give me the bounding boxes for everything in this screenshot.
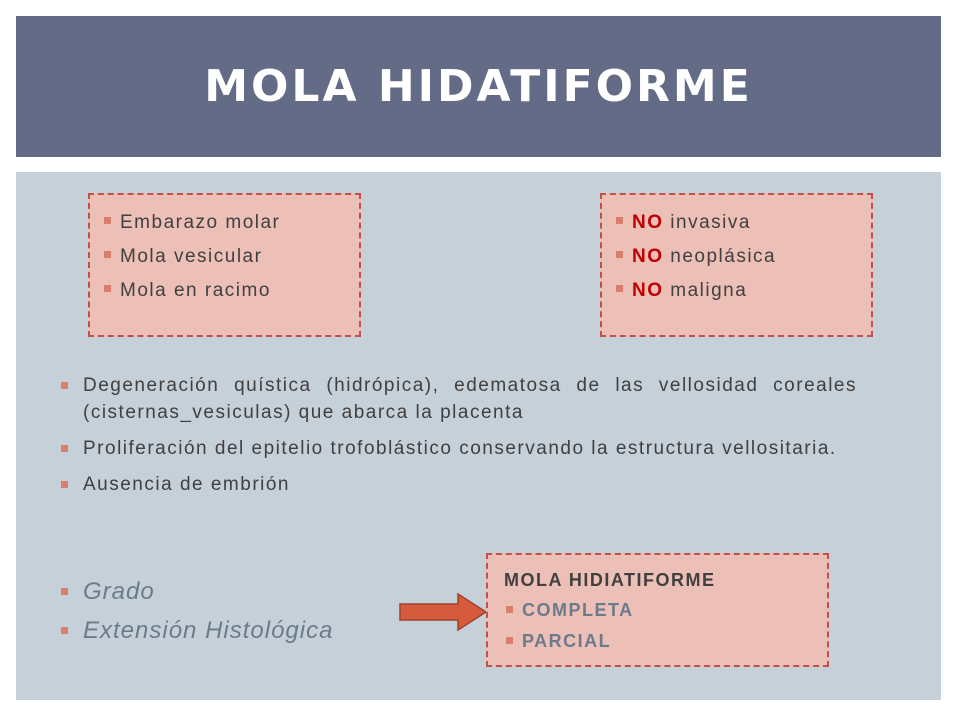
- square-bullet-icon: [104, 217, 111, 224]
- classification-item: Extensión Histológica: [57, 611, 333, 650]
- main-points-list: [57, 372, 857, 507]
- title-band: [16, 16, 941, 157]
- square-bullet-icon: [616, 285, 623, 292]
- nature-box: [600, 193, 873, 337]
- square-bullet-icon: [506, 637, 513, 644]
- square-bullet-icon: [61, 481, 68, 488]
- type-item: PARCIAL: [504, 626, 827, 657]
- nature-item: NO maligna: [602, 274, 871, 308]
- nature-item: NO neoplásica: [602, 240, 871, 274]
- type-item: COMPLETA: [504, 595, 827, 626]
- synonym-item: Mola vesicular: [90, 240, 359, 274]
- square-bullet-icon: [104, 251, 111, 258]
- slide-title: MOLA HIDATIFORME: [204, 61, 753, 112]
- no-label: NO: [632, 212, 664, 233]
- content-area: [16, 172, 941, 700]
- main-point: Degeneración quística (hidrópica), edematosa de las vellosidad coreales (cisternas_vesiculas) que abarca la placenta: [57, 372, 857, 426]
- synonym-item: Embarazo molar: [90, 206, 359, 240]
- square-bullet-icon: [104, 285, 111, 292]
- classification-list: [57, 572, 333, 650]
- types-heading: MOLA HIDIATIFORME: [504, 570, 716, 590]
- square-bullet-icon: [61, 445, 68, 452]
- main-point: Proliferación del epitelio trofoblástico conservando la estructura vellositaria.: [57, 435, 857, 462]
- square-bullet-icon: [506, 606, 513, 613]
- square-bullet-icon: [616, 251, 623, 258]
- no-label: NO: [632, 280, 664, 301]
- synonym-item: Mola en racimo: [90, 274, 359, 308]
- square-bullet-icon: [616, 217, 623, 224]
- synonyms-box: [88, 193, 361, 337]
- nature-item: NO invasiva: [602, 206, 871, 240]
- square-bullet-icon: [61, 588, 68, 595]
- square-bullet-icon: [61, 627, 68, 634]
- types-box: [486, 553, 829, 667]
- classification-item: Grado: [57, 572, 333, 611]
- no-label: NO: [632, 246, 664, 267]
- square-bullet-icon: [61, 382, 68, 389]
- main-point: Ausencia de embrión: [57, 471, 857, 498]
- right-arrow-icon: [398, 591, 488, 633]
